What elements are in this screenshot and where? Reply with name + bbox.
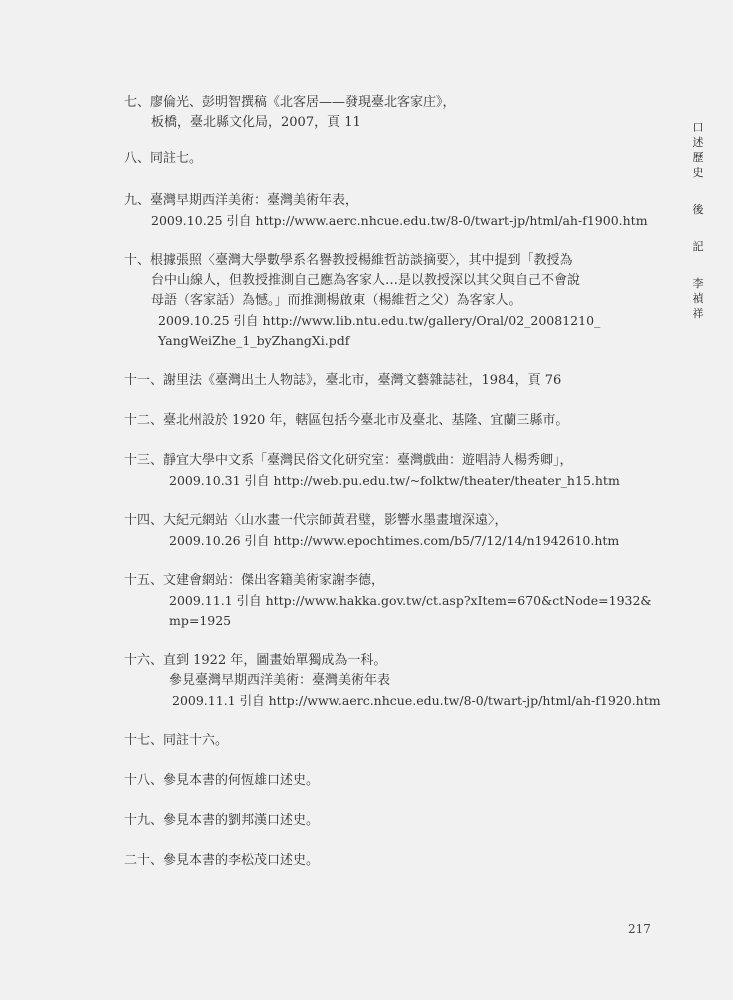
endnote-20 bbox=[124, 851, 319, 871]
header-char: 後 bbox=[692, 203, 704, 216]
endnote-text: 台中山線人，但教授推測自己應為客家人…是以教授深以其父與自己不會說 bbox=[151, 273, 581, 288]
endnote-text: 八、同註七。 bbox=[124, 151, 203, 166]
endnote-text: 板橋，臺北縣文化局，2007，頁 11 bbox=[151, 115, 361, 130]
endnote-citation: 2009.10.31 引自 http://web.pu.edu.tw/~folktw/theater/theater_h15.htm bbox=[169, 473, 620, 488]
endnote-text: 十四、大紀元網站〈山水畫一代宗師黃君璧，影響水墨畫壇深遠〉， bbox=[124, 513, 508, 528]
endnote-19 bbox=[124, 811, 319, 831]
endnote-13 bbox=[124, 451, 620, 491]
endnote-citation: 2009.10.25 引自 http://www.lib.ntu.edu.tw/gallery/Oral/02_20081210_ bbox=[158, 313, 601, 328]
endnote-text: 十二、臺北州設於 1920 年，轄區包括今臺北市及臺北、基隆、宜蘭三縣市。 bbox=[124, 413, 569, 428]
endnote-text: 十一、謝里法《臺灣出土人物誌》，臺北市，臺灣文藝雜誌社，1984，頁 76 bbox=[124, 373, 562, 388]
header-char: 禎 bbox=[692, 292, 704, 305]
endnote-text: 母語（客家話）為憾。」而推測楊啟東（楊維哲之父）為客家人。 bbox=[151, 293, 522, 308]
endnote-text: 七、廖倫光、彭明智撰稿《北客居——發現臺北客家庄》， bbox=[124, 95, 456, 110]
endnote-8 bbox=[124, 149, 202, 169]
header-gap bbox=[690, 180, 706, 202]
endnote-text: 二十、參見本書的李松茂口述史。 bbox=[124, 853, 320, 868]
header-gap bbox=[690, 254, 706, 276]
header-char: 李 bbox=[692, 277, 704, 290]
endnote-18 bbox=[124, 771, 319, 791]
endnote-text: 九、臺灣早期西洋美術：臺灣美術年表， bbox=[124, 193, 359, 208]
endnote-citation: 2009.11.1 引自 http://www.aerc.nhcue.edu.tw/8-0/twart-jp/html/ah-f1920.htm bbox=[172, 693, 661, 708]
endnote-text: 參見臺灣早期西洋美術：臺灣美術年表 bbox=[169, 673, 391, 688]
endnote-text: 十五、文建會網站：傑出客籍美術家謝李德， bbox=[124, 573, 385, 588]
endnote-citation: mp=1925 bbox=[169, 613, 232, 628]
endnote-15 bbox=[124, 571, 652, 631]
endnote-14 bbox=[124, 511, 619, 551]
header-char: 史 bbox=[692, 166, 704, 179]
endnote-citation: YangWeiZhe_1_byZhangXi.pdf bbox=[158, 333, 350, 348]
header-char: 記 bbox=[692, 240, 704, 253]
header-char: 述 bbox=[692, 136, 704, 149]
endnote-9 bbox=[124, 191, 648, 231]
header-gap bbox=[690, 217, 706, 239]
page-number: 217 bbox=[628, 922, 651, 936]
endnote-text: 十九、參見本書的劉邦漢口述史。 bbox=[124, 813, 320, 828]
endnote-citation: 2009.10.26 引自 http://www.epochtimes.com/b5/7/12/14/n1942610.htm bbox=[169, 533, 620, 548]
header-char: 歷 bbox=[692, 151, 704, 164]
endnote-11 bbox=[124, 371, 561, 391]
endnote-text: 十八、參見本書的何恆雄口述史。 bbox=[124, 773, 320, 788]
endnote-text: 十七、同註十六。 bbox=[124, 733, 229, 748]
endnote-text: 十三、靜宜大學中文系「臺灣民俗文化研究室：臺灣戲曲：遊唱詩人楊秀卿」， bbox=[124, 453, 573, 468]
endnote-17 bbox=[124, 731, 228, 751]
endnote-text: 十、根據張照〈臺灣大學數學系名譽教授楊維哲訪談摘要〉，其中提到「教授為 bbox=[124, 253, 573, 268]
running-header-vertical bbox=[690, 120, 706, 321]
endnote-16 bbox=[124, 651, 661, 711]
endnote-7 bbox=[124, 93, 456, 133]
endnote-12 bbox=[124, 411, 568, 431]
endnote-text: 十六、直到 1922 年，圖畫始單獨成為一科。 bbox=[124, 653, 387, 668]
endnote-citation: 2009.11.1 引自 http://www.hakka.gov.tw/ct.asp?xItem=670&ctNode=1932& bbox=[169, 593, 652, 608]
header-char: 口 bbox=[692, 121, 704, 134]
header-char: 祥 bbox=[692, 307, 704, 320]
endnote-10 bbox=[124, 251, 600, 351]
endnote-citation: 2009.10.25 引自 http://www.aerc.nhcue.edu.tw/8-0/twart-jp/html/ah-f1900.htm bbox=[151, 213, 648, 228]
